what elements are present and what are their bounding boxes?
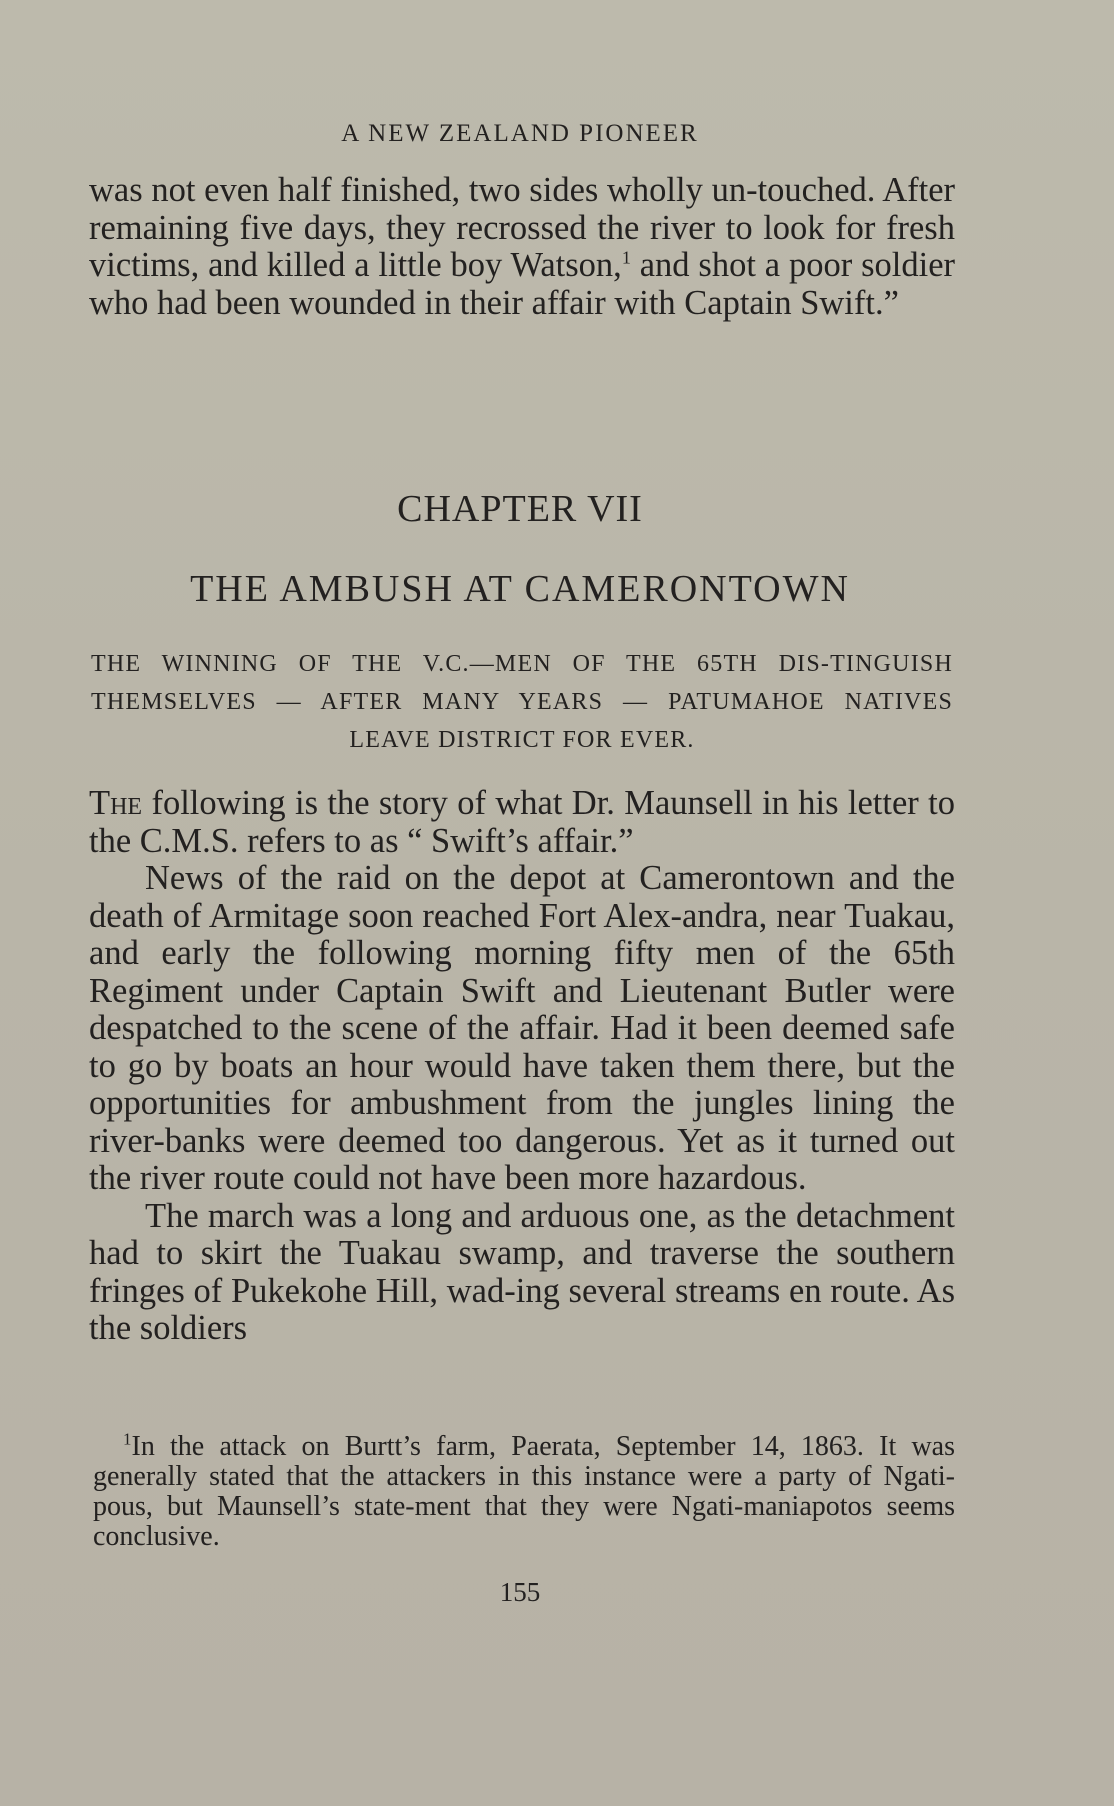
footnote-text: In the attack on Burtt’s farm, Paerata, September 14, 1863. It was generally stated that the attackers in this instance were a party of Ngati-pous, but Maunsell’s state-ment that they were Ngati-maniapotos seems conclusive. (93, 1431, 955, 1552)
chapter-title: THE AMBUSH AT CAMERONTOWN (190, 568, 850, 610)
footnote (93, 1429, 955, 1552)
continued-text-part-2: and shot a poor soldier who had been wounded in their affair with Captain Swift.” (89, 246, 955, 322)
running-head: A NEW ZEALAND PIONEER (341, 120, 699, 147)
chapter-number: CHAPTER VII (397, 488, 643, 530)
body-paragraph-1-text: following is the story of what Dr. Maunsell in his letter to the C.M.S. refers to as “ Swift’s affair.” (89, 784, 955, 860)
chapter-body (89, 785, 955, 1348)
page-number: 155 (499, 1577, 541, 1607)
footnote-marker: 1 (123, 1429, 132, 1449)
body-paragraph-1 (89, 785, 955, 860)
body-paragraph-2: News of the raid on the depot at Camerontown and the death of Armitage soon reached Fort Alex-andra, near Tuakau, and early the following morning fifty men of the 65th Regiment under Captain Swift and Lieutenant Butler were despatched to the scene of the affair. Had it been deemed safe to go by boats an hour would have taken them there, but the opportunities for ambushment from the jungles lining the river-banks were deemed too dangerous. Yet as it turned out the river route could not have been more hazardous. (89, 859, 955, 1197)
continued-paragraph (89, 172, 955, 322)
chapter-synopsis: THE WINNING OF THE V.C.—MEN OF THE 65TH DIS-TINGUISH THEMSELVES — AFTER MANY YEARS — PATUMAHOE NATIVES LEAVE DISTRICT FOR EVER. (91, 651, 953, 753)
footnote-reference: 1 (621, 247, 631, 268)
continued-text-part-1: was not even half finished, two sides wholly un-touched. After remaining five days, they recrossed the river to look for fresh victims, and killed a little boy Watson, (89, 171, 955, 284)
continued-text (89, 172, 955, 322)
body-paragraph-3: The march was a long and arduous one, as the detachment had to skirt the Tuakau swamp, and traverse the southern fringes of Pukekohe Hill, wad-ing several streams en route. As the soldiers (89, 1196, 955, 1347)
opening-word: The (89, 784, 143, 822)
